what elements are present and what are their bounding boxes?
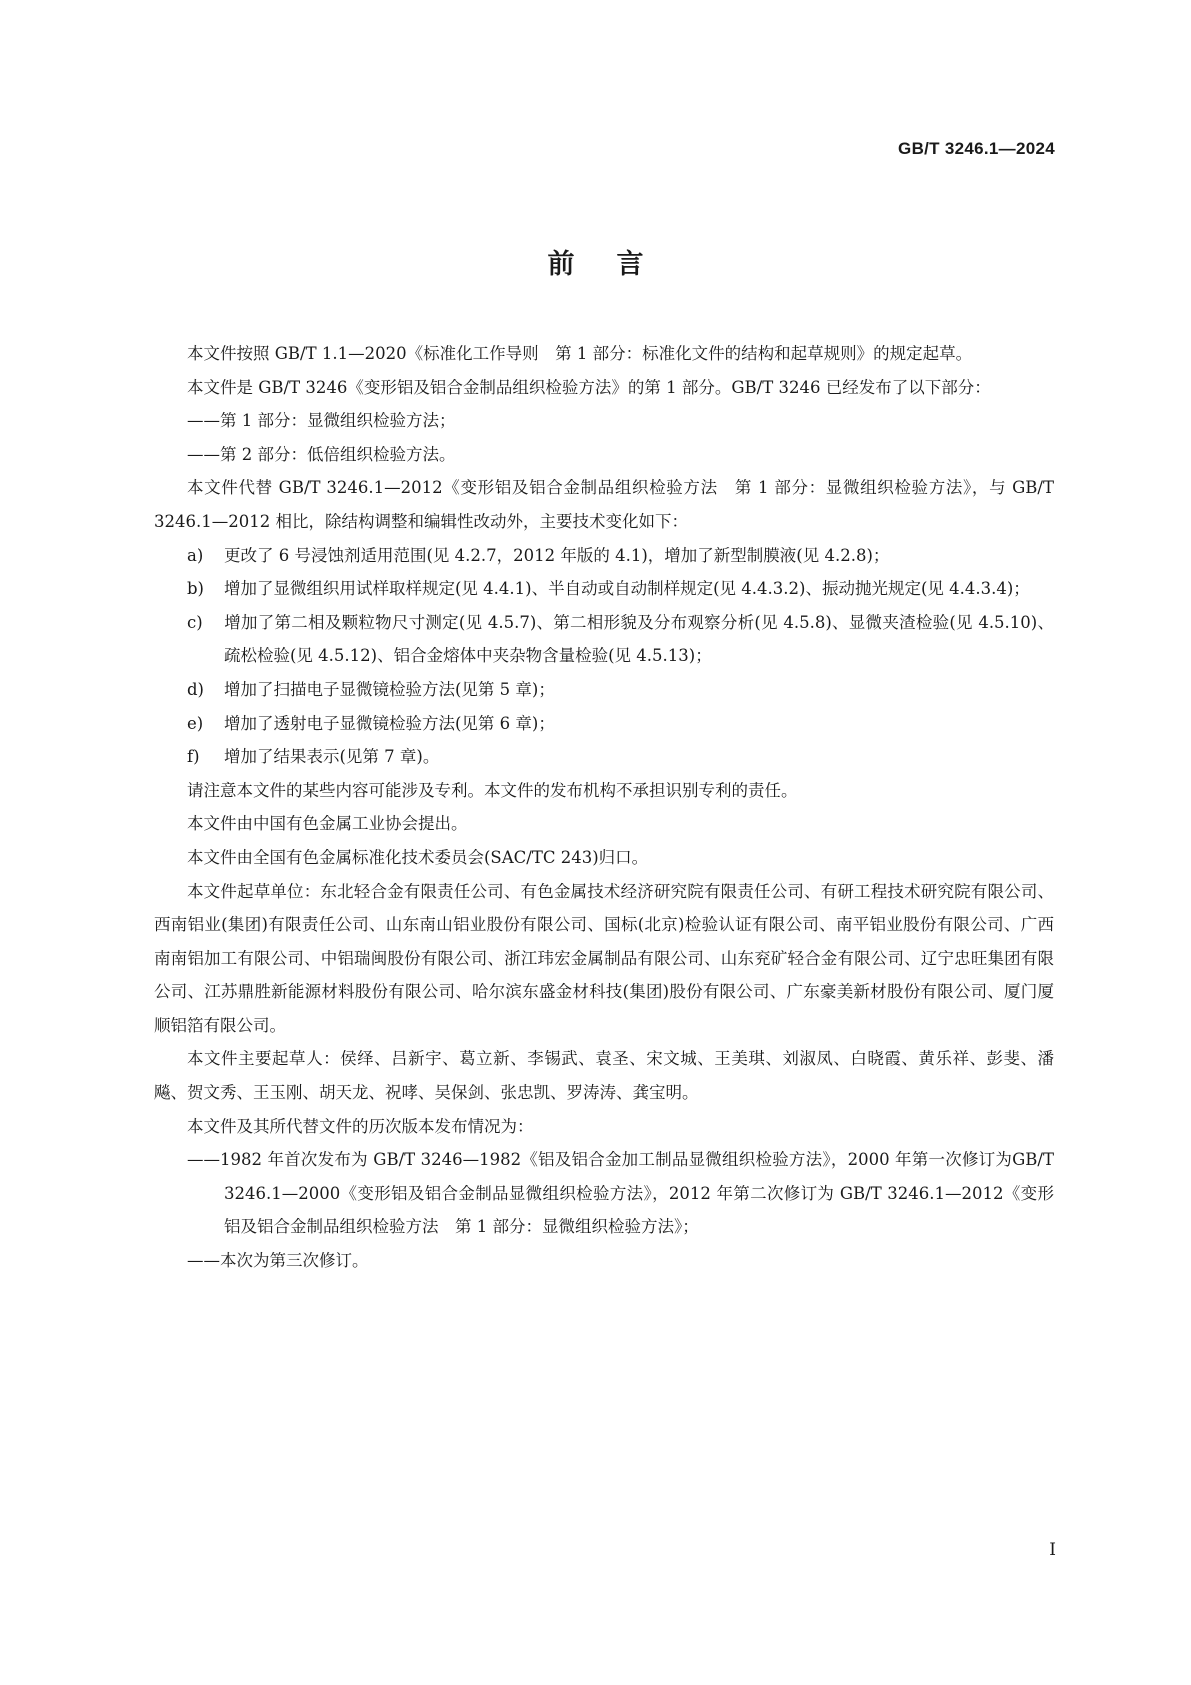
- change-item: [154, 740, 1054, 774]
- change-text: 增加了结果表示(见第 7 章)。: [224, 747, 440, 767]
- paragraph-parts-intro: 本文件是 GB/T 3246《变形铝及铝合金制品组织检验方法》的第 1 部分。GB/T 3246 已经发布了以下部分：: [187, 377, 991, 397]
- foreword-body: [154, 337, 1054, 1278]
- paragraph-proposer: 本文件由中国有色金属工业协会提出。: [187, 814, 468, 834]
- change-text: 增加了显微组织用试样取样规定(见 4.4.1)、半自动或自动制样规定(见 4.4.3.2)、振动抛光规定(见 4.4.3.4)；: [224, 579, 1030, 599]
- paragraph-drafters: 本文件主要起草人：侯绎、吕新宇、葛立新、李锡武、袁圣、宋文城、王美琪、刘淑凤、白晓霞、黄乐祥、彭斐、潘飚、贺文秀、王玉刚、胡天龙、祝哮、吴保剑、张忠凯、罗涛涛、龚宝明。: [154, 1049, 1054, 1103]
- change-item: [154, 673, 1054, 707]
- paragraph-patent-notice: 请注意本文件的某些内容可能涉及专利。本文件的发布机构不承担识别专利的责任。: [187, 780, 798, 800]
- standard-number: GB/T 3246.1—2024: [898, 139, 1055, 158]
- part-list-item: ——第 2 部分：低倍组织检验方法。: [187, 444, 456, 464]
- history-item: ——本次为第三次修订。: [187, 1251, 369, 1271]
- part-list-item: ——第 1 部分：显微组织检验方法；: [187, 411, 456, 431]
- page-title: 前言: [547, 249, 686, 280]
- history-item: ——1982 年首次发布为 GB/T 3246—1982《铝及铝合金加工制品显微组织检验方法》，2000 年第一次修订为GB/T 3246.1—2000《变形铝及铝合金制品显微组织检验方法》，2012 年第二次修订为 GB/T 3246.1—2012《变形铝及铝合金制品组织检验方法 第 1 部分：显微组织检验方法》；: [187, 1150, 1054, 1237]
- change-text: 增加了扫描电子显微镜检验方法(见第 5 章)；: [224, 679, 555, 699]
- change-item: [154, 539, 1054, 573]
- paragraph-drafting-units: 本文件起草单位：东北轻合金有限责任公司、有色金属技术经济研究院有限责任公司、有研工程技术研究院有限公司、西南铝业(集团)有限责任公司、山东南山铝业股份有限公司、国标(北京)检验认证有限公司、南平铝业股份有限公司、广西南南铝加工有限公司、中铝瑞闽股份有限公司、浙江玮宏金属制品有限公司、山东兖矿轻合金有限公司、辽宁忠旺集团有限公司、江苏鼎胜新能源材料股份有限公司、哈尔滨东盛金材科技(集团)股份有限公司、广东豪美新材股份有限公司、厦门厦顺铝箔有限公司。: [154, 881, 1054, 1035]
- change-marker: a): [187, 545, 204, 565]
- paragraph-committee: 本文件由全国有色金属标准化技术委员会(SAC/TC 243)归口。: [187, 847, 649, 867]
- change-item: [154, 572, 1054, 606]
- change-text: 增加了第二相及颗粒物尺寸测定(见 4.5.7)、第二相形貌及分布观察分析(见 4.5.8)、显微夹渣检验(见 4.5.10)、疏松检验(见 4.5.12)、铝合金熔体中夹杂物含量检验(见 4.5.13)；: [224, 612, 1054, 666]
- change-marker: f): [187, 747, 200, 767]
- change-marker: e): [187, 713, 204, 733]
- change-item: [154, 707, 1054, 741]
- paragraph-history-intro: 本文件及其所代替文件的历次版本发布情况为：: [187, 1116, 534, 1136]
- change-item: [154, 606, 1054, 673]
- paragraph-replacement: 本文件代替 GB/T 3246.1—2012《变形铝及铝合金制品组织检验方法 第 1 部分：显微组织检验方法》，与 GB/T 3246.1—2012 相比，除结构调整和编辑性改动外，主要技术变化如下：: [154, 478, 1054, 531]
- paragraph-drafting-basis: 本文件按照 GB/T 1.1—2020《标准化工作导则 第 1 部分：标准化文件的结构和起草规则》的规定起草。: [187, 344, 973, 363]
- change-marker: b): [187, 579, 204, 599]
- change-marker: c): [187, 612, 203, 632]
- change-text: 增加了透射电子显微镜检验方法(见第 6 章)；: [224, 713, 555, 733]
- page-number: I: [1049, 1540, 1056, 1560]
- change-marker: d): [187, 679, 204, 699]
- change-text: 更改了 6 号浸蚀剂适用范围(见 4.2.7，2012 年版的 4.1)，增加了新型制膜液(见 4.2.8)；: [224, 545, 890, 565]
